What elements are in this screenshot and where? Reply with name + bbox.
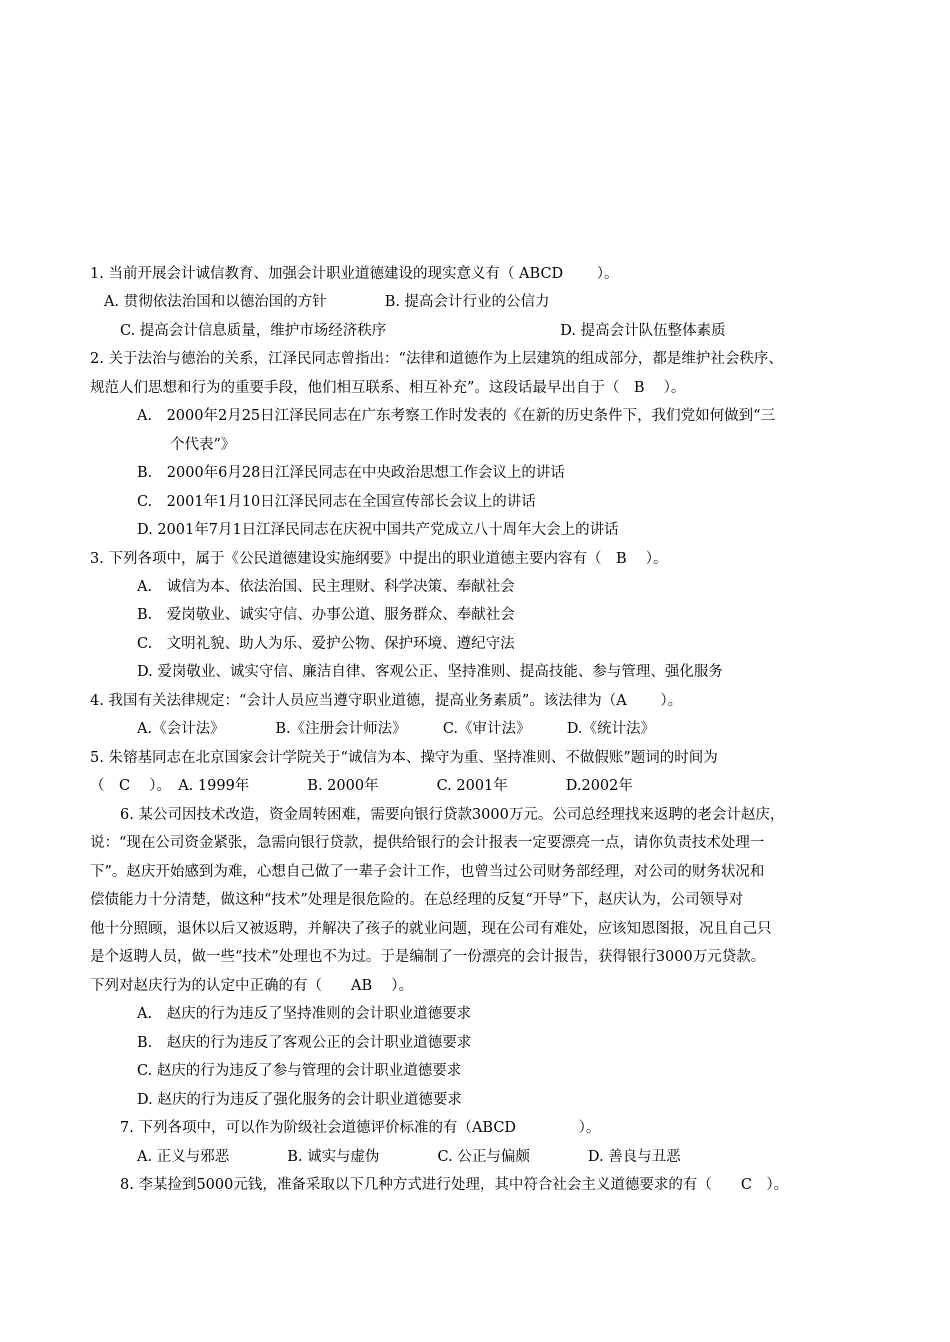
q2-option-b: B. 2000年6月28日江泽民同志在中央政治思想工作会议上的讲话: [137, 465, 565, 481]
q2-option-a-line2: 个代表”》: [170, 437, 236, 453]
q6-stem-line2: 说：“现在公司资金紧张，急需向银行贷款，提供给银行的会计报表一定要漂亮一点，请你负责技术处理一: [90, 835, 765, 851]
q6-stem-line1: 6. 某公司因技术改造，资金周转困难，需要向银行贷款3000万元。公司总经理找来返聘的老会计赵庆，: [120, 807, 785, 823]
q1-options-cd: C. 提高会计信息质量，维护市场经济秩序 D. 提高会计队伍整体素质: [120, 323, 726, 339]
q6-option-a: A. 赵庆的行为违反了坚持准则的会计职业道德要求: [137, 1006, 472, 1022]
q8-stem: 8. 李某捡到5000元钱，准备采取以下几种方式进行处理，其中符合社会主义道德要求的有（ C ）。: [120, 1177, 789, 1193]
q3-option-c: C. 文明礼貌、助人为乐、爱护公物、保护环境、遵纪守法: [137, 636, 515, 652]
q3-option-d: D. 爱岗敬业、诚实守信、廉洁自律、客观公正、坚持准则、提高技能、参与管理、强化服务: [137, 664, 723, 680]
q4-options: A.《会计法》 B.《注册会计师法》 C.《审计法》 D.《统计法》: [137, 721, 655, 737]
q7-stem: 7. 下列各项中，可以作为阶级社会道德评价标准的有（ABCD ）。: [120, 1120, 601, 1136]
q2-stem-line2: 规范人们思想和行为的重要手段，他们相互联系、相互补充”。这段话最早出自于（ B ）。: [90, 380, 686, 396]
q4-stem: 4. 我国有关法律规定：“会计人员应当遵守职业道德，提高业务素质”。该法律为（A ）。: [90, 693, 683, 709]
q6-option-b: B. 赵庆的行为违反了客观公正的会计职业道德要求: [137, 1035, 472, 1051]
q1-stem: 1. 当前开展会计诚信教育、加强会计职业道德建设的现实意义有（ ABCD ）。: [90, 266, 619, 282]
q6-option-c: C. 赵庆的行为违反了参与管理的会计职业道德要求: [137, 1063, 462, 1079]
q5-stem: 5. 朱镕基同志在北京国家会计学院关于“诚信为本、操守为重、坚持准则、不做假账”题词的时间为: [90, 750, 718, 766]
q3-stem: 3. 下列各项中，属于《公民道德建设实施纲要》中提出的职业道德主要内容有（ B ）。: [90, 551, 668, 567]
q3-option-a: A. 诚信为本、依法治国、民主理财、科学决策、奉献社会: [137, 579, 515, 595]
q3-option-b: B. 爱岗敬业、诚实守信、办事公道、服务群众、奉献社会: [137, 607, 515, 623]
q6-stem-line5: 他十分照顾，退休以后又被返聘，并解决了孩子的就业问题，现在公司有难处，应该知恩图报，况且自己只: [90, 921, 772, 937]
q6-stem-line7: 下列对赵庆行为的认定中正确的有（ AB ）。: [90, 978, 413, 994]
q7-options: A. 正义与邪恶 B. 诚实与虚伪 C. 公正与偏颇 D. 善良与丑恶: [137, 1149, 681, 1165]
q6-stem-line3: 下”。赵庆开始感到为难，心想自己做了一辈子会计工作，也曾当过公司财务部经理，对公司的财务状况和: [90, 864, 765, 880]
q2-stem-line1: 2. 关于法治与德治的关系，江泽民同志曾指出：“法律和道德作为上层建筑的组成部分，都是维护社会秩序、: [90, 351, 783, 367]
q6-stem-line4: 偿债能力十分清楚，做这种“技术”处理是很危险的。在总经理的反复“开导”下，赵庆认为，公司领导对: [90, 892, 744, 908]
q5-options: （ C ）。 A. 1999年 B. 2000年 C. 2001年 D.2002年: [90, 778, 633, 794]
q2-option-d: D. 2001年7月1日江泽民同志在庆祝中国共产党成立八十周年大会上的讲话: [137, 522, 619, 538]
q2-option-c: C. 2001年1月10日江泽民同志在全国宣传部长会议上的讲话: [137, 494, 536, 510]
q1-options-ab: A. 贯彻依法治国和以德治国的方针 B. 提高会计行业的公信力: [104, 294, 550, 310]
q6-option-d: D. 赵庆的行为违反了强化服务的会计职业道德要求: [137, 1092, 462, 1108]
q6-stem-line6: 是个返聘人员，做一些“技术”处理也不为过。于是编制了一份漂亮的会计报告，获得银行3000万元贷款。: [90, 949, 766, 965]
q2-option-a-line1: A. 2000年2月25日江泽民同志在广东考察工作时发表的《在新的历史条件下，我们党如何做到“三: [137, 408, 776, 424]
